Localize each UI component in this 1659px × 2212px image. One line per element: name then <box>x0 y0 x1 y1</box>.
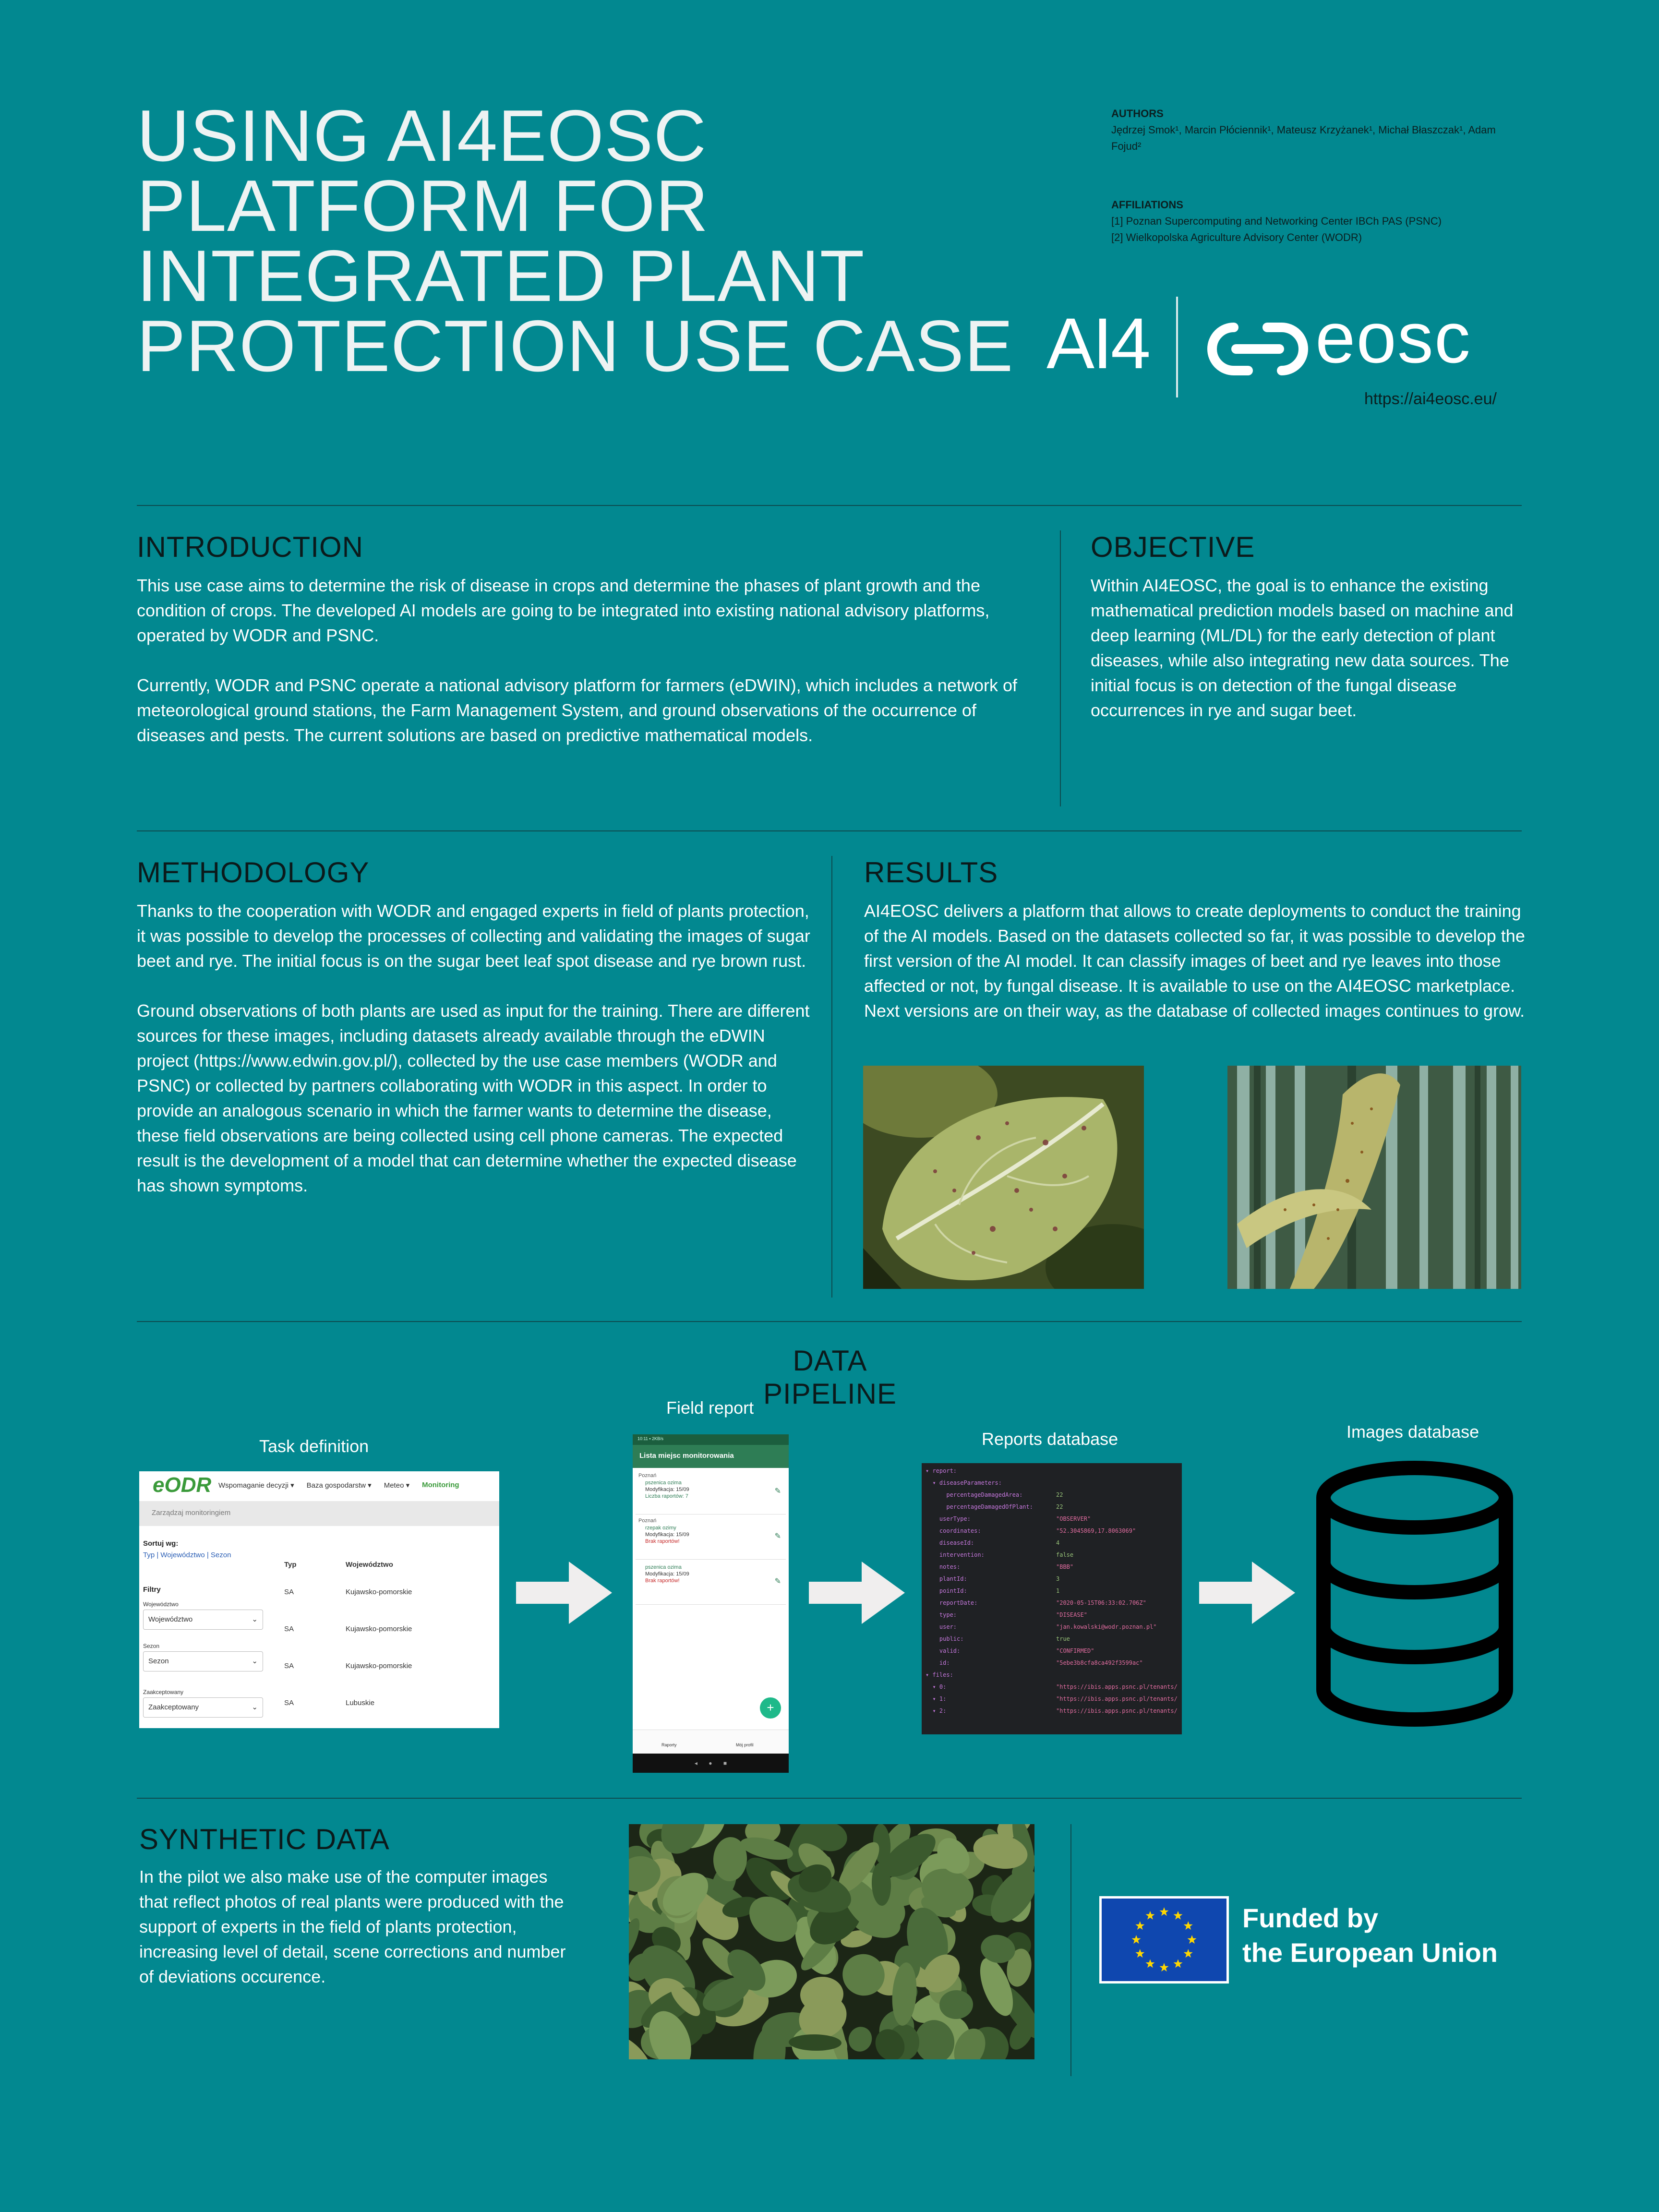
filter-season-value: Sezon <box>148 1657 169 1665</box>
json-line <box>926 1657 1178 1669</box>
json-line <box>926 1501 1178 1513</box>
task-definition-caption: Task definition <box>259 1436 369 1456</box>
json-line <box>926 1513 1178 1525</box>
pipeline-title: DATA PIPELINE <box>763 1345 897 1410</box>
json-key: ▾ report: <box>926 1467 957 1474</box>
chevron-down-icon: ⌄ <box>252 1703 258 1711</box>
chevron-down-icon: ⌄ <box>252 1615 258 1623</box>
filter-voivodeship-select[interactable] <box>143 1610 263 1630</box>
divider-intro-objective <box>1060 530 1061 806</box>
arrow-right-icon <box>1199 1562 1295 1624</box>
introduction-text <box>137 573 1039 773</box>
rye-leaf-photo <box>1227 1066 1521 1289</box>
json-key: notes: <box>926 1563 961 1570</box>
json-key: id: <box>926 1659 950 1666</box>
json-line <box>926 1537 1178 1549</box>
edit-pencil-icon[interactable]: ✎ <box>774 1487 781 1495</box>
eosc-infinity-icon <box>1207 318 1308 380</box>
task-subheader: Zarządzaj monitoringiem <box>152 1509 231 1517</box>
json-line <box>926 1693 1178 1705</box>
filter-accepted-value: Zaakceptowany <box>148 1703 199 1711</box>
json-line <box>926 1633 1178 1645</box>
eu-flag-icon <box>1099 1896 1229 1984</box>
ai4-logo-text: AI4 <box>1046 303 1149 384</box>
json-value: "https://ibis.apps.psnc.pl/tenants/ <box>1056 1695 1178 1702</box>
divider-header <box>137 505 1522 506</box>
divider-pipeline <box>137 1798 1522 1799</box>
row-3-type: SA <box>284 1662 294 1670</box>
phone-status-bar: 10:11 ▪ 2KB/s <box>633 1434 789 1445</box>
title-line-2: PLATFORM FOR <box>137 165 709 247</box>
json-line <box>926 1681 1178 1693</box>
json-value: 3 <box>1056 1575 1060 1582</box>
json-line <box>926 1465 1178 1477</box>
json-value: "DISEASE" <box>1056 1611 1088 1618</box>
filter-voivodeship-value: Województwo <box>148 1615 193 1623</box>
json-key: pointId: <box>926 1587 967 1594</box>
json-key: public: <box>926 1635 964 1642</box>
synthetic-title: SYNTHETIC DATA <box>139 1823 390 1855</box>
divider-synthetic-funding <box>1070 1824 1071 2076</box>
json-line <box>926 1489 1178 1501</box>
introduction-p1: This use case aims to determine the risk of disease in crops and determine the phases of plant growth and the condition of crops. The developed AI models are going to be integrated into existing national advisory platforms, operated by WODR and PSNC. <box>137 576 990 645</box>
phone-card[interactable] <box>636 1472 786 1515</box>
results-title: RESULTS <box>864 856 998 889</box>
json-value: 22 <box>1056 1503 1063 1510</box>
json-line <box>926 1573 1178 1585</box>
json-line <box>926 1621 1178 1633</box>
json-value: 22 <box>1056 1491 1063 1498</box>
divider-intro <box>137 830 1522 831</box>
methodology-p2: Ground observations of both plants are used as input for the training. There are different sources for these images, including datasets already available through the eDWIN project (https://www.edwin.gov.pl/), collected by the use case members (WODR and PSNC) or collected by partners collaborating with WODR in this aspect. In order to provide an analogous scenario in which the farmer wants to determine the disease, these field observations are being collected using cell phone cameras. The expected result is the development of a model that can determine whether the expected disease has shown symptoms. <box>137 1001 810 1195</box>
json-line <box>926 1597 1178 1609</box>
menu-decisions[interactable]: Wspomaganie decyzji ▾ <box>218 1481 294 1490</box>
sort-label: Sortuj wg: <box>143 1539 179 1548</box>
json-key: user: <box>926 1623 957 1630</box>
menu-farms[interactable]: Baza gospodarstw ▾ <box>306 1481 372 1490</box>
objective-p1: Within AI4EOSC, the goal is to enhance the existing mathematical prediction models based on machine and deep learning (ML/DL) for the early detection of plant diseases, while also integrating new data sources. The initial focus is on detection of the fungal disease occurrences in rye and sugar beet. <box>1091 576 1514 720</box>
filter-accepted-label: Zaakceptowany <box>143 1689 184 1695</box>
json-value: "CONFIRMED" <box>1056 1647 1094 1654</box>
results-text <box>864 899 1527 1048</box>
sort-links[interactable]: Typ | Województwo | Sezon <box>143 1551 231 1559</box>
objective-title: OBJECTIVE <box>1091 531 1255 563</box>
json-line <box>926 1549 1178 1561</box>
json-key: ▾ 2: <box>926 1707 947 1714</box>
phone-card[interactable] <box>636 1562 786 1605</box>
synthetic-text <box>139 1864 581 2014</box>
json-line <box>926 1561 1178 1573</box>
phone-card-line: Modyfikacja: 15/09 <box>645 1532 689 1538</box>
phone-header: Lista miejsc monitorowania <box>633 1445 789 1468</box>
synthetic-plants-image <box>629 1824 1034 2059</box>
row-2-voivodeship: Kujawsko-pomorskie <box>346 1625 412 1633</box>
phone-card-city: Poznań <box>638 1473 657 1479</box>
json-key: coordinates: <box>926 1527 981 1534</box>
json-key: valid: <box>926 1647 961 1654</box>
methodology-text <box>137 899 811 1223</box>
nav-reports[interactable]: Raporty <box>661 1743 677 1747</box>
divider-methodology <box>137 1321 1522 1322</box>
json-line <box>926 1705 1178 1717</box>
logo-divider <box>1176 297 1178 397</box>
filter-voivodeship-label: Województwo <box>143 1601 179 1608</box>
json-key: percentageDamagedArea: <box>926 1491 1023 1498</box>
affiliation-2: [2] Wielkopolska Agriculture Advisory Center (WODR) <box>1111 231 1362 243</box>
task-definition-screenshot <box>139 1471 499 1728</box>
json-value: "2020-05-15T06:33:02.706Z" <box>1056 1599 1146 1606</box>
images-database-caption: Images database <box>1346 1422 1479 1442</box>
methodology-title: METHODOLOGY <box>137 856 370 889</box>
ai4eosc-url[interactable]: https://ai4eosc.eu/ <box>1364 390 1497 408</box>
json-viewer <box>926 1465 1178 1717</box>
filter-season-select[interactable] <box>143 1651 263 1671</box>
row-1-type: SA <box>284 1588 294 1596</box>
introduction-p2: Currently, WODR and PSNC operate a national advisory platform for farmers (eDWIN), which includes a network of meteorological ground stations, the Farm Management System, and ground observations of the occurrence of diseases and pests. The current solutions are based on predictive mathematical models. <box>137 675 1017 745</box>
json-line <box>926 1609 1178 1621</box>
json-key: percentageDamagedOfPlant: <box>926 1503 1033 1510</box>
filter-season-label: Sezon <box>143 1643 160 1649</box>
json-key: ▾ 0: <box>926 1683 947 1690</box>
field-report-phone-screenshot <box>633 1434 789 1773</box>
json-key: type: <box>926 1611 957 1618</box>
row-4-type: SA <box>284 1699 294 1707</box>
android-nav-bar: ◂ ● ■ <box>633 1754 789 1773</box>
chevron-down-icon: ⌄ <box>252 1657 258 1665</box>
database-icon <box>1308 1459 1522 1731</box>
row-1-voivodeship: Kujawsko-pomorskie <box>346 1588 412 1596</box>
json-line <box>926 1477 1178 1489</box>
divider-methodology-results <box>831 856 832 1298</box>
affiliations-block <box>1111 197 1524 246</box>
results-p1: AI4EOSC delivers a platform that allows to create deployments to conduct the training of the AI models. Based on the datasets collected so far, it was possible to develop the first version of the AI model. It can classify images of beet and rye leaves into those affected or not, by fungal disease. It is available to use on the AI4EOSC marketplace. Next versions are on their way, as the database of collected images continues to grow. <box>864 901 1525 1021</box>
phone-card-line: Brak raportów! <box>645 1578 680 1584</box>
authors-heading: AUTHORS <box>1111 108 1164 120</box>
json-value: "BBB" <box>1056 1563 1074 1570</box>
json-key: ▾ diseaseParameters: <box>926 1479 1002 1486</box>
json-line <box>926 1525 1178 1537</box>
methodology-p1: Thanks to the cooperation with WODR and engaged experts in field of plants protection, it was possible to develop the processes of collecting and validating the images of sugar beet and rye. The initial focus is on the sugar beet leaf spot disease and rye brown rust. <box>137 901 810 971</box>
row-3-voivodeship: Kujawsko-pomorskie <box>346 1662 412 1670</box>
json-line <box>926 1669 1178 1681</box>
authors-line-2: Fojud² <box>1111 140 1142 152</box>
row-2-type: SA <box>284 1625 294 1633</box>
funding-text <box>1242 1901 1498 1970</box>
task-menu <box>218 1481 497 1490</box>
json-value: "jan.kowalski@wodr.poznan.pl" <box>1056 1623 1157 1630</box>
json-key: reportDate: <box>926 1599 978 1606</box>
affiliation-1: [1] Poznan Supercomputing and Networking Center IBCh PAS (PSNC) <box>1111 215 1442 227</box>
phone-bottom-nav <box>633 1730 789 1754</box>
arrow-right-icon <box>809 1562 905 1624</box>
synthetic-p1: In the pilot we also make use of the computer images that reflect photos of real plants were produced with the support of experts in the field of plants protection, increasing level of detail, scene corrections and number of deviations occurence. <box>139 1867 566 1986</box>
wodr-logo: eODR <box>153 1473 212 1497</box>
authors-block <box>1111 106 1524 155</box>
json-value: "52.3045869,17.8063069" <box>1056 1527 1136 1534</box>
title-line-3: INTEGRATED PLANT <box>137 235 865 317</box>
eosc-logo-text: eosc <box>1315 297 1471 378</box>
field-report-caption: Field report <box>666 1398 754 1418</box>
reports-database-caption: Reports database <box>982 1429 1118 1449</box>
json-key: ▾ files: <box>926 1671 953 1678</box>
authors-line-1: Jędrzej Smok¹, Marcin Płóciennik¹, Mateusz Krzyżanek¹, Michał Błaszczak¹, Adam <box>1111 124 1496 136</box>
json-line <box>926 1645 1178 1657</box>
european-union-line: the European Union <box>1242 1937 1498 1968</box>
title-line-4: PROTECTION USE CASE <box>137 305 1014 387</box>
poster-title <box>137 95 1014 387</box>
phone-card-line: rzepak ozimy <box>645 1525 676 1531</box>
json-value: true <box>1056 1635 1070 1642</box>
phone-card-line: Brak raportów! <box>645 1539 680 1544</box>
funded-by-line: Funded by <box>1242 1903 1379 1933</box>
phone-card-city: Poznań <box>638 1518 657 1524</box>
json-key: ▾ 1: <box>926 1695 947 1702</box>
edit-pencil-icon[interactable]: ✎ <box>774 1532 781 1540</box>
phone-card-line: Liczba raportów: 7 <box>645 1493 688 1499</box>
introduction-title: INTRODUCTION <box>137 531 363 563</box>
json-key: userType: <box>926 1515 971 1522</box>
phone-card-line: pszenica ozima <box>645 1564 682 1570</box>
json-value: false <box>1056 1551 1074 1558</box>
task-subheader-bar <box>139 1501 499 1526</box>
menu-meteo[interactable]: Meteo ▾ <box>384 1481 410 1490</box>
json-key: intervention: <box>926 1551 985 1558</box>
phone-card-line: Modyfikacja: 15/09 <box>645 1571 689 1577</box>
filters-label: Filtry <box>143 1586 161 1594</box>
json-value: 1 <box>1056 1587 1060 1594</box>
json-key: plantId: <box>926 1575 967 1582</box>
title-line-1: USING AI4EOSC <box>137 95 707 177</box>
filter-accepted-select[interactable] <box>143 1697 263 1718</box>
row-4-voivodeship: Lubuskie <box>346 1699 375 1707</box>
json-key: diseaseId: <box>926 1539 974 1546</box>
affiliations-heading: AFFILIATIONS <box>1111 199 1183 211</box>
add-fab-button[interactable]: + <box>760 1697 781 1719</box>
json-value: "https://ibis.apps.psnc.pl/tenants/ <box>1056 1707 1178 1714</box>
sugar-beet-leaf-photo <box>863 1066 1144 1289</box>
phone-card-line: Modyfikacja: 15/09 <box>645 1487 689 1492</box>
menu-monitoring[interactable]: Monitoring <box>422 1481 459 1489</box>
arrow-right-icon <box>516 1562 612 1624</box>
col-header-type: Typ <box>284 1561 297 1569</box>
phone-card[interactable] <box>636 1517 786 1560</box>
json-value: "5ebe3b8cfa8ca492f3599ac" <box>1056 1659 1143 1666</box>
json-value: "https://ibis.apps.psnc.pl/tenants/ <box>1056 1683 1178 1690</box>
edit-pencil-icon[interactable]: ✎ <box>774 1577 781 1586</box>
json-value: "OBSERVER" <box>1056 1515 1091 1522</box>
phone-card-line: pszenica ozima <box>645 1480 682 1486</box>
nav-profile[interactable]: Mój profil <box>736 1743 754 1747</box>
reports-database-screenshot <box>922 1463 1182 1734</box>
json-line <box>926 1585 1178 1597</box>
col-header-voivodeship: Województwo <box>346 1561 393 1569</box>
json-value: 4 <box>1056 1539 1060 1546</box>
objective-text <box>1091 573 1527 748</box>
